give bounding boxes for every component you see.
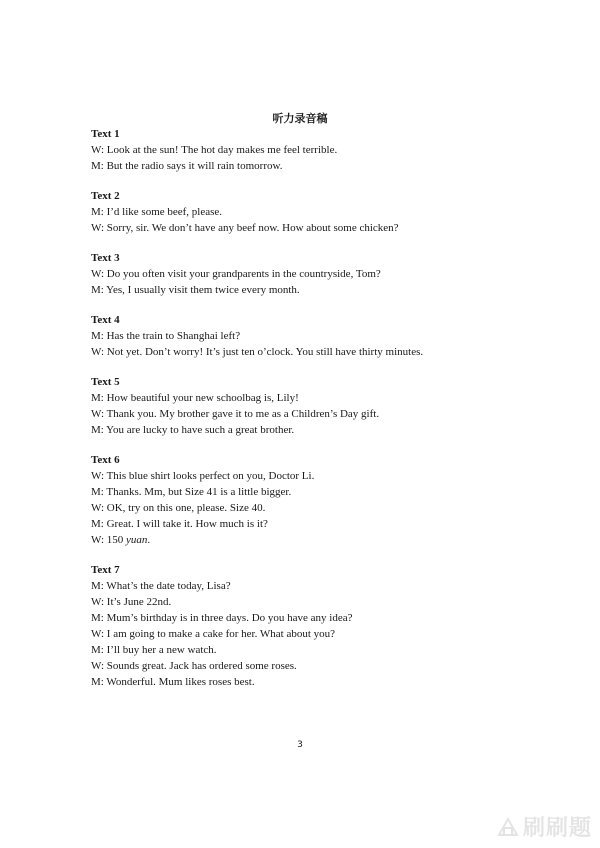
dialogue-line: W: Not yet. Don’t worry! It’s just ten o’clock. You still have thirty minutes. [91,346,424,358]
watermark-text: 刷刷题 [522,816,592,841]
dialogue-line: M: Wonderful. Mum likes roses best. [91,676,255,688]
text-section-7 [91,562,551,690]
text-section-1 [91,126,551,174]
page-number: 3 [297,740,303,750]
dialogue-line: W: Do you often visit your grandparents in the countryside, Tom? [91,268,381,280]
dialogue-line: M: Great. I will take it. How much is it? [91,518,268,530]
dialogue-line: M: But the radio says it will rain tomorrow. [91,160,283,172]
text-section-5 [91,374,551,438]
dialogue-line: W: Sounds great. Jack has ordered some roses. [91,660,297,672]
section-heading: Text 1 [91,128,120,140]
transcript-content [91,126,551,704]
dialogue-line: M: Mum’s birthday is in three days. Do you have any idea? [91,612,353,624]
dialogue-line-price [91,532,551,548]
dialogue-line: W: I am going to make a cake for her. What about you? [91,628,336,640]
dialogue-line: M: I’d like some beef, please. [91,206,223,218]
dialogue-line: M: What’s the date today, Lisa? [91,580,231,592]
page-title: 听力录音稿 [272,112,328,125]
dialogue-line: W: Thank you. My brother gave it to me as a Children’s Day gift. [91,408,380,420]
text-section-2 [91,188,551,236]
text-section-4 [91,312,551,360]
dialogue-line: M: You are lucky to have such a great brother. [91,424,295,436]
price-suffix: . [147,534,151,546]
currency-word: yuan [126,534,148,546]
dialogue-line: M: How beautiful your new schoolbag is, Lily! [91,392,299,404]
dialogue-line: M: I’ll buy her a new watch. [91,644,217,656]
dialogue-line: W: This blue shirt looks perfect on you, Doctor Li. [91,470,315,482]
section-heading: Text 2 [91,190,120,202]
dialogue-line: M: Thanks. Mm, but Size 41 is a little bigger. [91,486,292,498]
watermark-logo-icon [497,817,519,842]
dialogue-line: W: OK, try on this one, please. Size 40. [91,502,266,514]
section-heading: Text 5 [91,376,120,388]
text-section-3 [91,250,551,298]
dialogue-line: M: Yes, I usually visit them twice every month. [91,284,300,296]
section-heading: Text 4 [91,314,120,326]
dialogue-line: W: Look at the sun! The hot day makes me feel terrible. [91,144,338,156]
price-prefix: W: 150 [91,534,127,546]
watermark [497,811,592,842]
dialogue-line: W: It’s June 22nd. [91,596,172,608]
text-section-6 [91,452,551,548]
dialogue-line: W: Sorry, sir. We don’t have any beef now. How about some chicken? [91,222,399,234]
section-heading: Text 3 [91,252,120,264]
section-heading: Text 6 [91,454,120,466]
dialogue-line: M: Has the train to Shanghai left? [91,330,241,342]
section-heading: Text 7 [91,564,120,576]
